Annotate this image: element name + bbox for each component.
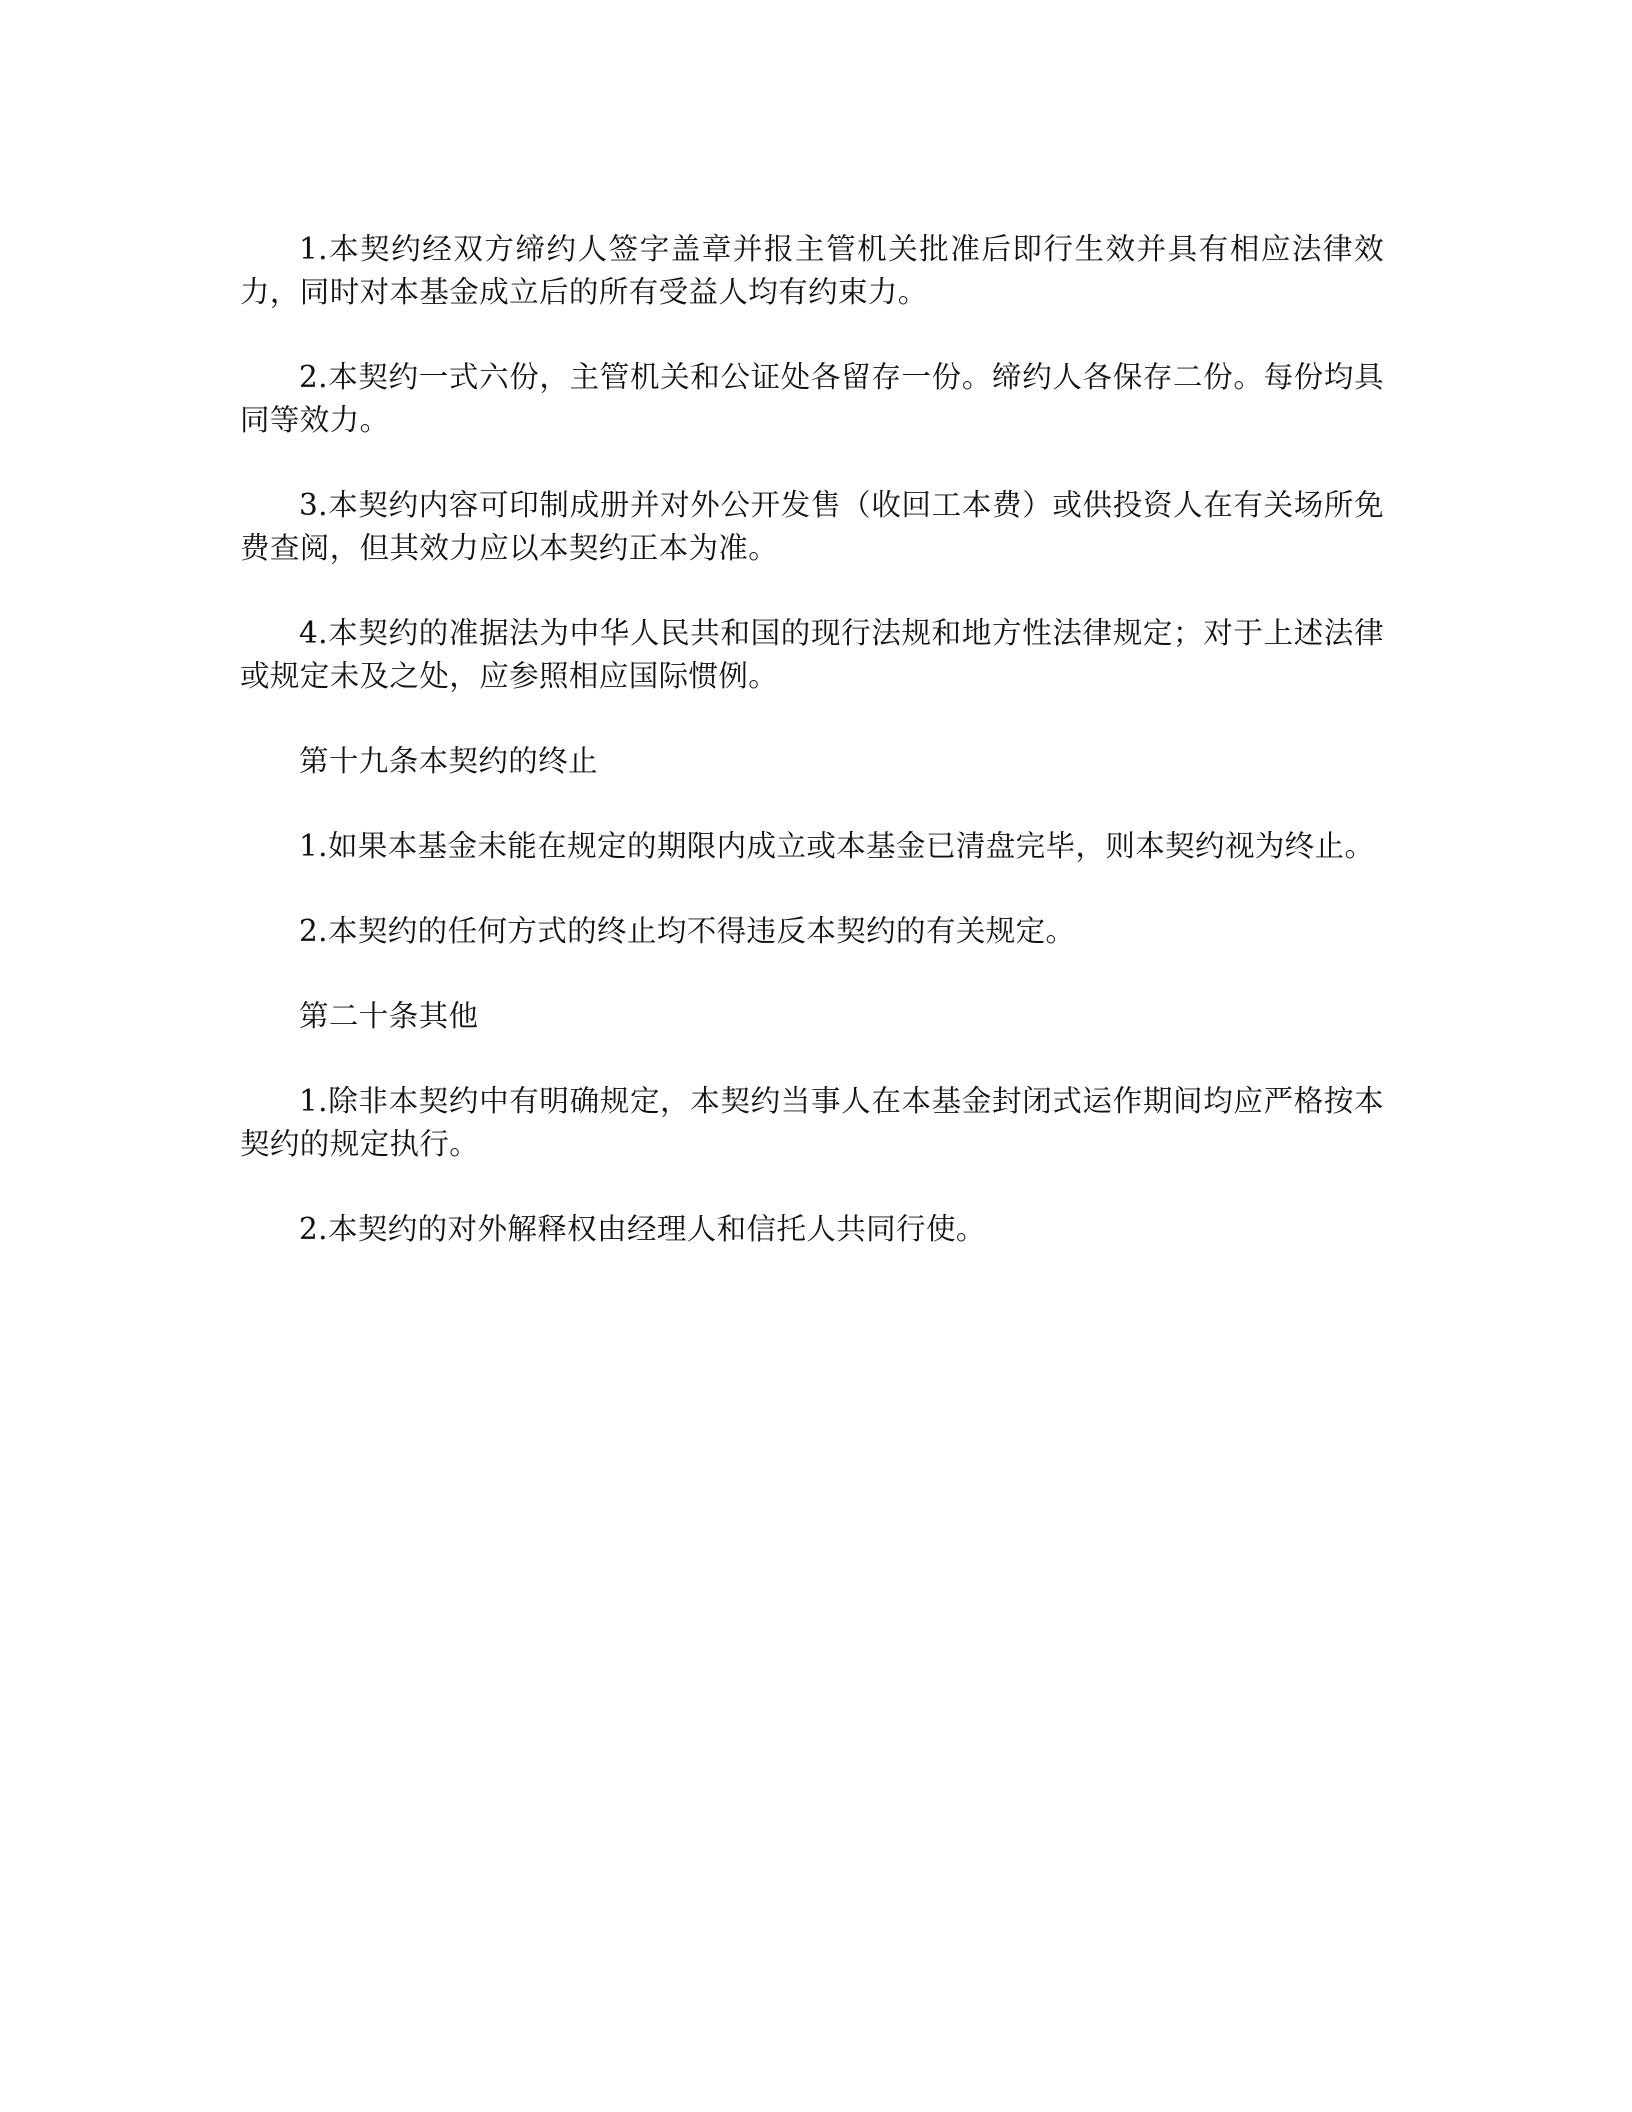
clause-18-item-2: 2.本契约一式六份，主管机关和公证处各留存一份。缔约人各保存二份。每份均具同等效力。 bbox=[240, 360, 1384, 437]
document-page bbox=[240, 228, 1384, 1293]
clause-18-item-4: 4.本契约的准据法为中华人民共和国的现行法规和地方性法律规定；对于上述法律或规定未及之处，应参照相应国际惯例。 bbox=[240, 616, 1384, 693]
article-20-heading: 第二十条其他 bbox=[299, 999, 479, 1033]
article-19-item-2: 2.本契约的任何方式的终止均不得违反本契约的有关规定。 bbox=[299, 914, 1076, 948]
article-19-item-1: 1.如果本基金未能在规定的期限内成立或本基金已清盘完毕，则本契约视为终止。 bbox=[299, 829, 1375, 863]
article-20-item-2: 2.本契约的对外解释权由经理人和信托人共同行使。 bbox=[299, 1212, 986, 1246]
clause-18-item-3: 3.本契约内容可印制成册并对外公开发售（收回工本费）或供投资人在有关场所免费查阅，但其效力应以本契约正本为准。 bbox=[240, 488, 1384, 565]
article-20-item-1: 1.除非本契约中有明确规定，本契约当事人在本基金封闭式运作期间均应严格按本契约的规定执行。 bbox=[240, 1084, 1384, 1161]
clause-18-item-1: 1.本契约经双方缔约人签字盖章并报主管机关批准后即行生效并具有相应法律效力，同时对本基金成立后的所有受益人均有约束力。 bbox=[240, 232, 1384, 309]
article-19-heading: 第十九条本契约的终止 bbox=[299, 744, 599, 778]
